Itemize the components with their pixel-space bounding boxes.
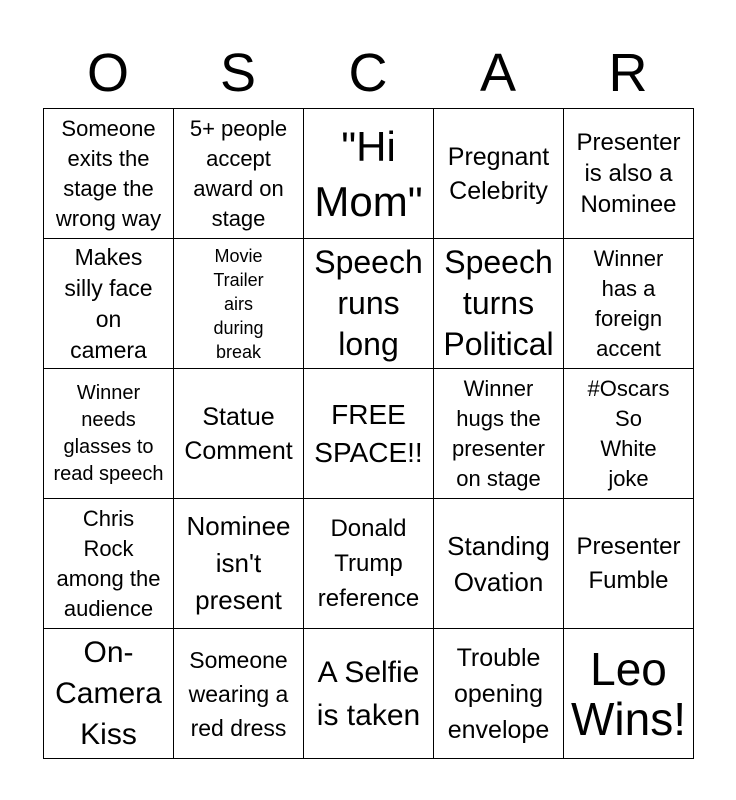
bingo-cell[interactable]	[564, 239, 694, 369]
header-letter-c: C	[348, 43, 388, 103]
bingo-cell[interactable]	[174, 499, 304, 629]
cell-text: Donald Trump reference	[317, 515, 420, 612]
bingo-cell[interactable]	[44, 369, 174, 499]
bingo-cell[interactable]	[434, 109, 564, 239]
bingo-cell[interactable]	[174, 369, 304, 499]
bingo-cell[interactable]	[174, 239, 304, 369]
header-letter-a: A	[479, 43, 517, 103]
bingo-row	[44, 499, 694, 629]
bingo-cell[interactable]	[434, 369, 564, 499]
cell-text: Winner hugs the presenter on stage	[452, 375, 545, 491]
cell-text: "Hi Mom"	[314, 122, 423, 225]
header-letter-s: S	[219, 43, 257, 103]
cell-text: 5+ people accept award on stage	[189, 115, 288, 231]
bingo-grid	[43, 108, 694, 759]
bingo-cell[interactable]	[304, 109, 434, 239]
cell-text: Movie Trailer airs during break	[213, 245, 264, 362]
bingo-row	[44, 239, 694, 369]
cell-text: Someone wearing a red dress	[188, 646, 289, 741]
cell-text: On- Camera Kiss	[55, 636, 162, 751]
cell-text: Presenter is also a Nominee	[576, 129, 681, 218]
cell-text: Winner has a foreign accent	[593, 245, 664, 361]
header-letter-r: R	[608, 43, 648, 103]
bingo-cell[interactable]	[564, 369, 694, 499]
bingo-row	[44, 629, 694, 759]
bingo-cell[interactable]	[174, 629, 304, 759]
bingo-cell[interactable]	[304, 499, 434, 629]
bingo-header	[43, 42, 693, 104]
bingo-cell[interactable]	[44, 239, 174, 369]
bingo-cell[interactable]	[564, 499, 694, 629]
cell-text: Nominee isn't present	[186, 511, 291, 615]
cell-text: A Selfie is taken	[316, 655, 421, 732]
bingo-cell[interactable]	[304, 369, 434, 499]
bingo-cell[interactable]	[434, 629, 564, 759]
cell-text: Pregnant Celebrity	[447, 142, 550, 205]
bingo-cell[interactable]	[434, 239, 564, 369]
bingo-cell[interactable]	[304, 629, 434, 759]
bingo-cell[interactable]	[174, 109, 304, 239]
cell-text: Leo Wins!	[571, 642, 686, 745]
cell-text: Makes silly face on camera	[64, 243, 153, 363]
bingo-cell[interactable]	[434, 499, 564, 629]
cell-text: Speech turns Political	[443, 244, 554, 362]
cell-text: Chris Rock among the audience	[56, 505, 161, 621]
cell-text: Winner needs glasses to read speech	[53, 381, 164, 485]
bingo-cell[interactable]	[44, 109, 174, 239]
cell-text: Someone exits the stage the wrong way	[55, 115, 162, 231]
bingo-cell[interactable]	[44, 499, 174, 629]
header-letter-o: O	[86, 43, 129, 103]
bingo-cell[interactable]	[304, 239, 434, 369]
cell-text: Speech runs long	[314, 244, 423, 362]
bingo-row	[44, 109, 694, 239]
bingo-row	[44, 369, 694, 499]
cell-text: Trouble opening envelope	[447, 643, 550, 744]
cell-text: #Oscars So White joke	[587, 375, 670, 491]
cell-text: FREE SPACE!!	[314, 398, 423, 468]
cell-text: Standing Ovation	[447, 530, 550, 597]
bingo-cell[interactable]	[564, 109, 694, 239]
bingo-cell[interactable]	[564, 629, 694, 759]
cell-text: Presenter Fumble	[576, 532, 681, 594]
bingo-cell[interactable]	[44, 629, 174, 759]
cell-text: Statue Comment	[184, 402, 293, 465]
